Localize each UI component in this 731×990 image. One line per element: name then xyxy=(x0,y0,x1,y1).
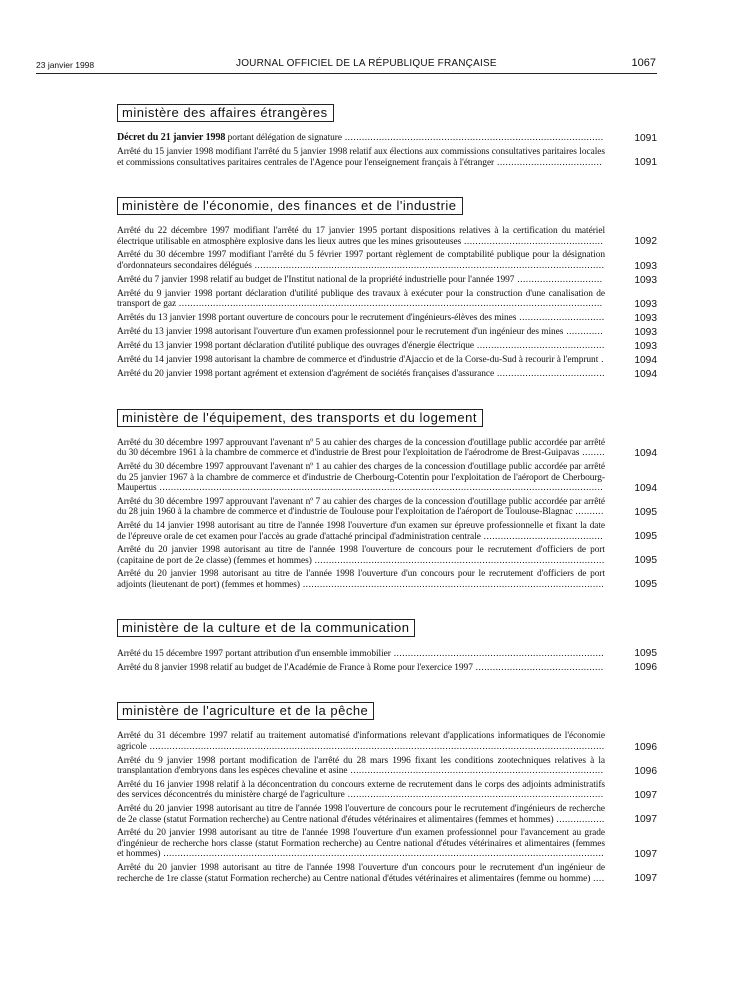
toc-entry[interactable] xyxy=(117,662,657,673)
toc-entry[interactable] xyxy=(117,648,657,659)
entry-page-number: 1096 xyxy=(634,662,657,674)
entry-title xyxy=(117,863,605,884)
entry-text-body: Arrêté du 7 janvier 1998 relatif au budget de l'Institut national de la propriété industrielle pour l'année 1997 xyxy=(117,274,515,285)
entry-page-number: 1096 xyxy=(634,741,657,753)
toc-entry[interactable] xyxy=(117,250,657,271)
entry-page-number: 1096 xyxy=(634,765,657,777)
entry-text-body: Arrêté du 31 décembre 1997 relatif au traitement automatisé d'informations relevant d'applications informatiques de l'économie agricole xyxy=(117,731,605,753)
entry-text-body: portant délégation de signature xyxy=(225,133,342,144)
toc-entry[interactable] xyxy=(117,289,657,310)
entry-text-body: Arrêté du 13 janvier 1998 autorisant l'ouverture d'un examen professionnel pour le recrutement d'un ingénieur des mines xyxy=(117,327,564,338)
toc-entry[interactable] xyxy=(117,731,657,752)
ministry-section xyxy=(117,702,657,884)
entry-page-number: 1093 xyxy=(634,298,657,310)
toc-entry[interactable] xyxy=(117,569,657,590)
toc-entry[interactable] xyxy=(117,275,657,286)
entry-title xyxy=(117,438,605,459)
entry-page-number: 1093 xyxy=(634,312,657,324)
dot-leader: .............................. xyxy=(516,313,605,324)
entry-bold-lead: Décret du 21 janvier 1998 xyxy=(117,132,226,144)
toc-entry[interactable] xyxy=(117,369,657,380)
toc-entry[interactable] xyxy=(117,462,657,494)
dot-leader: ........................................................................................... xyxy=(341,133,604,144)
entry-page-number: 1094 xyxy=(634,447,657,459)
header-rule xyxy=(36,73,657,74)
entry-title xyxy=(117,133,605,144)
entry-title xyxy=(117,545,605,566)
entry-text-body: Arrêté du 15 janvier 1998 modifiant l'arrêté du 5 janvier 1998 relatif aux élections aux commissions consultatives paritaires locales et commissions consultatives paritaires centrales de l'Agence pour l'enseignement français à l'étranger xyxy=(117,147,605,168)
toc-entry[interactable] xyxy=(117,355,657,366)
entry-text-body: Arrêté du 30 décembre 1997 approuvant l'avenant nº 7 au cahier des charges de la concession d'outillage public accordée par arrêté du 28 juin 1960 à la chambre de commerce et d'industrie de Toulouse pour l'exploitation de l'aéroport de Toulouse-Blagnac xyxy=(117,496,605,518)
toc-entry[interactable] xyxy=(117,341,657,352)
page-header xyxy=(36,57,656,71)
entry-page-number: 1091 xyxy=(634,157,657,169)
ministry-title: ministère des affaires étrangères xyxy=(117,104,334,122)
ministry-title: ministère de l'agriculture et de la pêche xyxy=(117,702,374,720)
entry-title xyxy=(117,327,605,338)
dot-leader: ................................................. xyxy=(461,236,604,247)
entry-page-number: 1091 xyxy=(634,133,657,144)
ministry-section xyxy=(117,197,657,380)
entry-title xyxy=(117,828,605,860)
entry-title xyxy=(117,521,605,542)
entry-page-number: 1097 xyxy=(634,849,657,860)
entry-page-number: 1097 xyxy=(634,814,657,826)
dot-leader: ...................................................................................................... xyxy=(311,555,605,566)
entry-text-body: Arrêté du 30 décembre 1997 approuvant l'avenant nº 1 au cahier des charges de la concession d'outillage public accordée par arrêté du 25 janvier 1967 à la chambre de commerce et d'industrie de Cherbourg-Cotentin pour l'exploitation de l'aéroport de Cherbourg-Maupertus xyxy=(117,461,605,494)
toc-entry[interactable] xyxy=(117,863,657,884)
dot-leader: ............. xyxy=(563,327,604,338)
dot-leader: ........................................................................................................................................................... xyxy=(160,849,605,860)
entry-title xyxy=(117,226,605,247)
toc-entry[interactable] xyxy=(117,521,657,542)
entry-title xyxy=(117,250,605,271)
entry-text-body: Arrêté du 20 janvier 1998 autorisant au titre de l'année 1998 l'ouverture d'un concours pour le recrutement d'officiers de port adjoints (lieutenant de port) (femmes et hommes) xyxy=(117,569,605,590)
entry-text-body: Arrêté du 8 janvier 1998 relatif au budget de l'Académie de France à Rome pour l'exercice 1997 xyxy=(117,662,473,673)
entry-text-body: Arrêté du 20 janvier 1998 autorisant au titre de l'année 1998 l'ouverture de concours pour le recrutement d'ingénieurs de recherche de 2e classe (statut Formation recherche) au Centre national d'études vétérinaires et alimentaires (femmes et hommes) xyxy=(117,804,605,825)
entry-title xyxy=(117,147,605,168)
entry-page-number: 1095 xyxy=(634,579,657,591)
entry-text-body: Arrêté du 30 décembre 1997 approuvant l'avenant nº 5 au cahier des charges de la concession d'outillage public accordée par arrêté du 30 décembre 1961 à la chambre de commerce et d'industrie de Brest pour l'exploitation de l'aérodrome de Brest-Guipavas xyxy=(117,437,605,459)
toc-entry[interactable] xyxy=(117,133,657,144)
dot-leader: .......... xyxy=(572,507,604,518)
entry-text-body: Arrêté du 9 janvier 1998 portant déclaration d'utilité publique des travaux à exécuter pour la construction d'une canalisation de transport de gaz xyxy=(117,288,605,310)
entry-title xyxy=(117,780,605,801)
dot-leader: .......................................................................................... xyxy=(344,790,604,801)
entry-page-number: 1093 xyxy=(634,340,657,352)
entry-page-number: 1094 xyxy=(634,482,657,494)
ministry-section xyxy=(117,619,657,673)
entry-text-body: Arrêté du 9 janvier 1998 portant modification de l'arrêté du 28 mars 1996 fixant les conditions zootechniques relatives à la transplantation d'embryons dans les espèces chevaline et asine xyxy=(117,755,605,777)
table-of-contents xyxy=(117,104,657,913)
entry-text-body: Arrêté du 13 janvier 1998 portant déclaration d'utilité publique des ouvrages d'énergie électrique xyxy=(117,341,475,352)
journal-title: JOURNAL OFFICIEL DE LA RÉPUBLIQUE FRANÇAISE xyxy=(236,58,497,69)
dot-leader: ................................................................................................................................................................ xyxy=(146,742,605,753)
entry-text-body: Arrêté du 20 janvier 1998 autorisant au titre de l'année 1998 l'ouverture de concours pour le recrutement d'officiers de port (capitaine de port de 2e classe) (femmes et hommes) xyxy=(117,545,605,566)
entry-text-body: Arrêté du 22 décembre 1997 modifiant l'arrêté du 17 janvier 1995 portant dispositions relatives à la certification du matériel électrique utilisable en atmosphère explosive dans les lieux autres que les mines grisouteuses xyxy=(117,226,605,247)
dot-leader: .... xyxy=(590,873,605,884)
entry-page-number: 1093 xyxy=(634,260,657,272)
ministry-section xyxy=(117,104,657,168)
entry-title xyxy=(117,804,605,825)
entry-page-number: 1095 xyxy=(634,506,657,518)
entry-title xyxy=(117,497,605,518)
toc-entry[interactable] xyxy=(117,226,657,247)
dot-leader: ............................................. xyxy=(474,341,605,352)
entry-page-number: 1095 xyxy=(634,555,657,567)
ministry-title: ministère de l'équipement, des transports et du logement xyxy=(117,409,483,427)
dot-leader: ................. xyxy=(553,814,605,825)
toc-entry[interactable] xyxy=(117,497,657,518)
entry-page-number: 1093 xyxy=(634,274,657,286)
entry-title xyxy=(117,289,605,310)
entry-title xyxy=(117,462,605,494)
entry-title xyxy=(117,275,605,286)
entry-title xyxy=(117,341,605,352)
toc-entry[interactable] xyxy=(117,780,657,801)
header-date: 23 janvier 1998 xyxy=(36,60,95,70)
entry-page-number: 1097 xyxy=(634,790,657,802)
dot-leader: ............................................................................................................................................................ xyxy=(156,483,604,494)
entry-title xyxy=(117,569,605,590)
toc-entry[interactable] xyxy=(117,828,657,860)
page-number: 1067 xyxy=(631,57,656,69)
dot-leader: ............................................. xyxy=(472,662,604,673)
entry-page-number: 1093 xyxy=(634,326,657,338)
entry-page-number: 1092 xyxy=(634,236,657,248)
entry-title xyxy=(117,756,605,777)
entry-text-body: Arrêté du 30 décembre 1997 modifiant l'arrêté du 5 février 1997 portant règlement de comptabilité publique pour la désignation d'ordonnateurs secondaires délégués xyxy=(117,250,605,271)
entry-page-number: 1095 xyxy=(634,648,657,660)
toc-entry[interactable] xyxy=(117,804,657,825)
dot-leader: ..................................................................................................................................................... xyxy=(176,299,603,310)
entry-title xyxy=(117,731,605,752)
toc-entry[interactable] xyxy=(117,327,657,338)
entry-text-body: Arrêté du 15 décembre 1997 portant attribution d'un ensemble immobilier xyxy=(117,648,391,659)
dot-leader: .......................................... xyxy=(480,531,604,542)
entry-text-body: Arrêté du 14 janvier 1998 autorisant au titre de l'année 1998 l'ouverture d'un examen sur épreuve professionnelle et fixant la date de l'épreuve orale de cet examen pour l'accès au grade d'attaché principal d'administration centrale xyxy=(117,520,605,542)
dot-leader: ......................................................................................... xyxy=(347,766,604,777)
ministry-title: ministère de la culture et de la communication xyxy=(117,619,415,637)
entry-page-number: 1094 xyxy=(634,368,657,380)
entry-page-number: 1094 xyxy=(634,354,657,366)
toc-entry[interactable] xyxy=(117,313,657,324)
entry-page-number: 1097 xyxy=(634,873,657,885)
dot-leader: ..................................... xyxy=(494,157,603,168)
entry-text-body: Arrêtés du 13 janvier 1998 portant ouverture de concours pour le recrutement d'ingénieurs-élèves des mines xyxy=(117,313,517,324)
dot-leader: .......................................................................................................... xyxy=(299,579,605,590)
entry-text-body: Arrêté du 20 janvier 1998 autorisant au titre de l'année 1998 l'ouverture d'un concours pour le recrutement d'un ingénieur de recherche de 1re classe (statut Formation recherche) au Centre national d'études vétérinaires et alimentaires (femme ou homme) xyxy=(117,863,605,884)
dot-leader: .............................. xyxy=(514,274,603,285)
entry-text-body: Arrêté du 14 janvier 1998 autorisant la chambre de commerce et d'industrie d'Ajaccio et de la Corse-du-Sud à recourir à l'emprunt xyxy=(117,355,599,366)
entry-text-body: Arrêté du 20 janvier 1998 portant agrément et extension d'agrément de sociétés françaises d'assurance xyxy=(117,369,495,380)
toc-entry[interactable] xyxy=(117,545,657,566)
dot-leader: ........................................................................................................................... xyxy=(251,260,605,271)
entry-page-number: 1095 xyxy=(634,531,657,543)
entry-title xyxy=(117,355,605,366)
entry-text-body: Arrêté du 16 janvier 1998 relatif à la déconcentration du concours externe de recrutement dans le corps des adjoints administratifs des services déconcentrés du ministère chargé de l'agriculture xyxy=(117,779,605,801)
ministry-section xyxy=(117,409,657,591)
entry-title xyxy=(117,663,605,674)
entry-text-body: Arrêté du 20 janvier 1998 autorisant au titre de l'année 1998 l'ouverture d'un examen professionnel pour l'avancement au grade d'ingénieur de recherche hors classe (statut Formation recherche) au Centre national d'études vétérinaires et alimentaires (femmes et hommes) xyxy=(117,828,605,860)
entry-title xyxy=(117,313,605,324)
dot-leader: ........ xyxy=(579,448,605,459)
toc-entry[interactable] xyxy=(117,147,657,168)
toc-entry[interactable] xyxy=(117,756,657,777)
dot-leader: ...................................... xyxy=(494,369,605,380)
entry-title xyxy=(117,369,605,380)
toc-entry[interactable] xyxy=(117,438,657,459)
dot-leader: . xyxy=(598,355,604,366)
ministry-title: ministère de l'économie, des finances et de l'industrie xyxy=(117,197,463,215)
entry-title xyxy=(117,649,605,660)
dot-leader: .......................................................................... xyxy=(390,648,605,659)
